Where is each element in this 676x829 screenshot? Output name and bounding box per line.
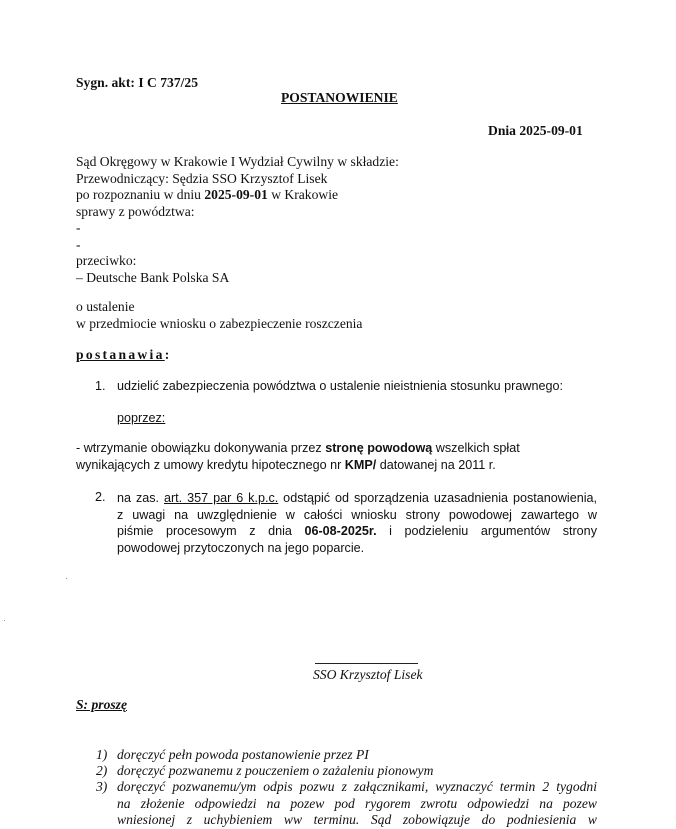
obligation-text-end: wszelkich spłat [432,441,520,455]
obligation-paragraph [76,440,520,473]
instruction-2-number: 2) [96,763,108,778]
instruction-3-line-3: wniesionej z uchybieniem ww terminu. Sąd zobowiązuje do podniesienia w [117,812,597,827]
instruction-1-number: 1) [96,747,108,762]
plaintiff-dash-2: - [76,236,81,252]
ruling-heading-colon: : [164,347,170,362]
item-2-number: 2. [95,490,106,504]
ruling-heading-word: postanawia [76,347,165,362]
scan-speck [4,620,5,621]
instructions-heading: S: proszę [76,697,127,712]
obligation-loan-text: wynikających z umowy kredytu hipotecznego nr [76,457,345,472]
hearing-line [76,187,399,204]
loan-number: KMP/ [344,457,377,472]
item-1-text: udzielić zabezpieczenia powództwa o ustalenie nieistnienia stosunku prawnego: [117,379,563,393]
item-2-line-1 [117,490,597,507]
case-subject [76,299,362,332]
item-2-line-4: powodowej przytoczonych na jego poparcie. [117,540,365,555]
item-2-prefix: na zas. [117,491,164,505]
judge-signature-name: SSO Krzysztof Lisek [313,667,423,682]
against-label: przeciwko: [76,253,137,268]
ruling-date: Dnia 2025-09-01 [488,123,583,138]
subject-line-2: w przedmiocie wniosku o zabezpieczenie roszczenia [76,315,363,331]
instruction-3-line-2: na złożenie odpowiedzi na pozew pod rygorem zwrotu odpowiedzi na pozew [117,795,597,811]
defendant-name: – Deutsche Bank Polska SA [76,269,230,285]
item-2-line-2: z uwagi na uwzględnienie w całości wniosku strony powodowej zawartego w [117,507,597,522]
filing-date: 06-08-2025r. [304,524,377,538]
obligation-text: - wtrzymanie obowiązku dokonywania przez [76,441,326,455]
legal-basis-link[interactable]: art. 357 par 6 k.p.c. [163,491,279,505]
plaintiff-dash-1: - [76,220,81,235]
item-1-number: 1. [95,379,106,393]
instruction-2-text: doręczyć pozwanemu z pouczeniem o zażaleniu pionowym [117,763,434,778]
item-2-filing-text: piśmie procesowym z dnia [117,524,305,538]
scan-speck [66,578,67,579]
item-1-means-label: poprzez: [117,411,166,425]
ruling-heading [76,347,169,363]
instruction-3-number: 3) [96,779,108,794]
instruction-1-text: doręczyć pełn powoda postanowienie przez PI [117,747,369,762]
obligation-line-2 [76,457,520,474]
loan-date-text: datowanej na 2011 r. [376,457,496,472]
item-2-line-3 [117,523,597,540]
subject-line-1: o ustalenie [76,299,135,314]
document-title: POSTANOWIENIE [281,90,398,105]
item-2-line-3-end: i podzieleniu argumentów strony [376,524,597,538]
hearing-place: w Krakowie [267,187,339,202]
case-reference: Sygn. akt: I C 737/25 [76,75,198,90]
instruction-3-line-1: doręczyć pozwanemu/ym odpis pozwu z załącznikami, wyznaczyć termin 2 tygodni [117,779,597,794]
obligation-line-1 [76,440,520,457]
instruction-3-text [117,779,597,829]
item-2-line-1-end: odstąpić od sporządzenia uzasadnienia postanowienia, [278,491,597,505]
court-name-line: Sąd Okręgowy w Krakowie I Wydział Cywilny w składzie: [76,154,399,169]
item-2-text [117,490,597,556]
court-composition [76,154,399,286]
plaintiff-label: sprawy z powództwa: [76,203,195,219]
presiding-judge-line: Przewodniczący: Sędzia SSO Krzysztof Lisek [76,170,328,186]
hearing-text: po rozpoznaniu w dniu [76,187,205,202]
hearing-date: 2025-09-01 [204,187,268,202]
signature-line [315,663,418,664]
obligation-party: stronę powodową [325,441,433,455]
